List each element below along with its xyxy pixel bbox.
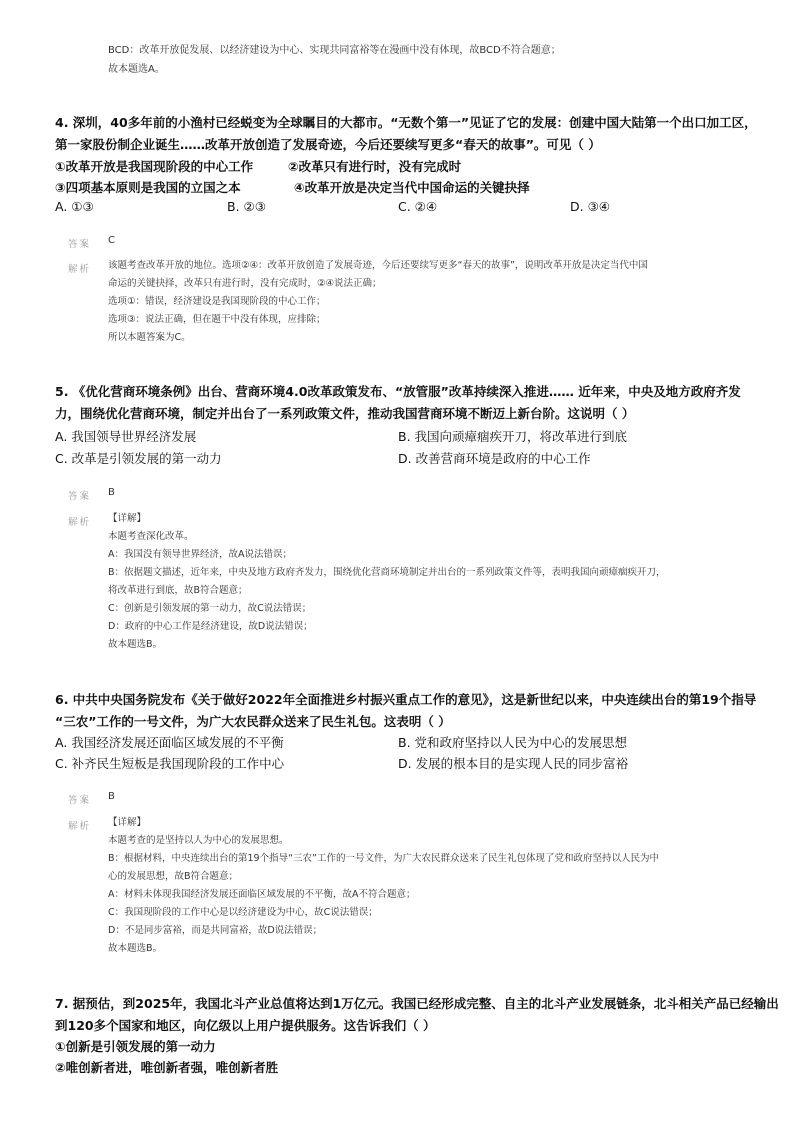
q4-analysis-line-4: 选项③：说法正确，但在题干中没有体现，应排除；	[108, 314, 326, 325]
q6-analysis-line-6: C：我国现阶段的工作中心是以经济建设为中心，故C说法错误；	[108, 907, 378, 918]
q5-analysis-line-6: C：创新是引领发展的第一动力，故C说法错误；	[108, 603, 312, 614]
q4-answer-label: 答案	[68, 239, 92, 250]
q5-analysis-line-1: 【详解】	[108, 513, 147, 524]
q6-option-a: A. 我国经济发展还面临区域发展的不平衡	[55, 735, 284, 750]
q4-analysis-line-1: 该题考查改革开放的地位。选项②④：改革开放创造了发展奇迹，今后还要续写更多“春天的故事”，说明改革开放是决定当代中国	[108, 260, 648, 271]
q5-stem-line-1: 5. 《优化营商环境条例》出台、营商环境4.0改革政策发布、“放管服”改革持续深入推进…… 近年来，中央及地方政府齐发	[55, 384, 741, 399]
q7-statement-2: ②唯创新者进，唯创新者强，唯创新者胜	[55, 1060, 279, 1075]
q6-option-c: C. 补齐民生短板是我国现阶段的工作中心	[55, 756, 285, 771]
q4-statement-1: ①改革开放是我国现阶段的中心工作	[55, 159, 254, 174]
prev-analysis-conclusion: 故本题选A。	[108, 64, 165, 75]
q4-statement-2: ②改革只有进行时，没有完成时	[288, 159, 462, 174]
q6-analysis-line-2: 本题考查的是坚持以人为中心的发展思想。	[108, 835, 289, 846]
q5-analysis-line-2: 本题考查深化改革。	[108, 531, 194, 542]
q7-stem-line-2: 到120多个国家和地区，向亿级以上用户提供服务。这告诉我们（ ）	[55, 1018, 436, 1033]
q6-analysis-line-7: D：不是同步富裕，而是共同富裕，故D说法错误；	[108, 925, 323, 936]
q4-option-c: C. ②④	[398, 199, 438, 214]
q4-option-d: D. ③④	[570, 199, 610, 214]
q4-stem-line-2: 第一家股份制企业诞生……改革开放创造了发展奇迹，今后还要续写更多“春天的故事”。可见（ ）	[55, 137, 601, 152]
q7-stem-line-1: 7. 据预估，到2025年，我国北斗产业总值将达到1万亿元。我国已经形成完整、自主的北斗产业发展链条，北斗相关产品已经输出	[55, 996, 779, 1011]
q4-option-b: B. ②③	[227, 199, 266, 214]
q5-option-d: D. 改善营商环境是政府的中心工作	[398, 451, 591, 466]
q5-analysis-line-7: D：政府的中心工作是经济建设，故D说法错误；	[108, 621, 313, 632]
q6-option-b: B. 党和政府坚持以人民为中心的发展思想	[398, 735, 628, 750]
q5-analysis-line-3: A：我国没有领导世界经济，故A说法错误；	[108, 549, 292, 560]
q4-analysis-line-2: 命运的关键抉择，改革只有进行时，没有完成时，②④说法正确；	[108, 278, 382, 289]
q6-stem-line-1: 6. 中共中央国务院发布《关于做好2022年全面推进乡村振兴重点工作的意见》，这是新世纪以来，中央连续出台的第19个指导	[55, 692, 757, 707]
q5-analysis-line-5: 将改革进行到底，故B符合题意；	[108, 585, 248, 596]
prev-analysis-line: BCD：改革开放促发展、以经济建设为中心、实现共同富裕等在漫画中没有体现，故BCD不符合题意；	[108, 45, 561, 56]
q4-answer-value: C	[108, 235, 115, 246]
q4-statement-4: ④改革开放是决定当代中国命运的关键抉择	[294, 180, 530, 195]
q5-option-b: B. 我国向顽瘴痼疾开刀，将改革进行到底	[398, 429, 628, 444]
q6-analysis-line-1: 【详解】	[108, 817, 147, 828]
q4-analysis-line-3: 选项①：错误，经济建设是我国现阶段的中心工作；	[108, 296, 326, 307]
q7-statement-1: ①创新是引领发展的第一动力	[55, 1039, 216, 1054]
q4-option-a: A. ①③	[55, 199, 94, 214]
q6-option-d: D. 发展的根本目的是实现人民的同步富裕	[398, 756, 629, 771]
q6-answer-label: 答案	[68, 795, 92, 806]
q5-answer-label: 答案	[68, 491, 92, 502]
q4-analysis-line-5: 所以本题答案为C。	[108, 332, 191, 343]
q5-stem-line-2: 力，围绕优化营商环境，制定并出台了一系列政策文件，推动我国营商环境不断迈上新台阶。这说明（ ）	[55, 406, 635, 421]
q5-analysis-label: 解析	[68, 517, 92, 528]
q6-analysis-line-5: A：材料未体现我国经济发展还面临区域发展的不平衡，故A不符合题意；	[108, 889, 416, 900]
q5-option-c: C. 改革是引领发展的第一动力	[55, 451, 222, 466]
q6-analysis-label: 解析	[68, 821, 92, 832]
q5-analysis-line-8: 故本题选B。	[108, 639, 163, 650]
q4-stem-line-1: 4. 深圳，40多年前的小渔村已经蜕变为全球瞩目的大都市。“无数个第一”见证了它的发展：创建中国大陆第一个出口加工区，	[55, 115, 757, 130]
q5-answer-value: B	[108, 487, 115, 498]
q6-analysis-line-4: 心的发展思想，故B符合题意；	[108, 871, 239, 882]
q6-answer-value: B	[108, 791, 115, 802]
q5-analysis-line-4: B：依据题文描述，近年来，中央及地方政府齐发力，围绕优化营商环境制定并出台的一系列政策文件等，表明我国向顽瘴痼疾开刀，	[108, 567, 666, 578]
q6-stem-line-2: “三农”工作的一号文件，为广大农民群众送来了民生礼包。这表明（ ）	[55, 714, 451, 729]
q4-analysis-label: 解析	[68, 264, 92, 275]
q5-option-a: A. 我国领导世界经济发展	[55, 429, 197, 444]
q6-analysis-line-3: B：根据材料，中央连续出台的第19个指导“三农”工作的一号文件，为广大农民群众送来了民生礼包体现了党和政府坚持以人民为中	[108, 853, 659, 864]
q6-analysis-line-8: 故本题选B。	[108, 943, 163, 954]
q4-statement-3: ③四项基本原则是我国的立国之本	[55, 180, 241, 195]
